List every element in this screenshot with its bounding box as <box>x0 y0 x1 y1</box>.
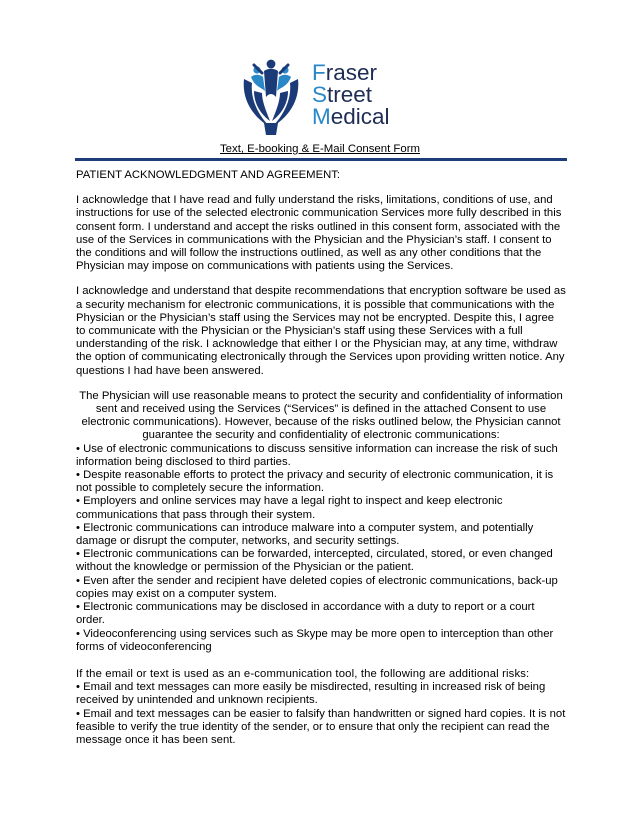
list-item: • Videoconferencing using services such as Skype may be more open to interception than other forms of videoconferencing <box>76 627 554 653</box>
clinic-name-initial: F <box>312 60 326 85</box>
email-risk-list <box>76 681 566 747</box>
title-divider <box>75 158 567 161</box>
list-item: • Electronic communications may be disclosed in accordance with a duty to report or a court order. <box>76 601 535 627</box>
clinic-name-initial: M <box>312 104 331 129</box>
clinic-name-word-2: treet <box>327 82 373 107</box>
list-item: • Employers and online services may have a legal right to inspect and keep electronic communications that pass through their system. <box>76 495 503 521</box>
clinic-name-word-1: raser <box>325 60 378 85</box>
list-item: • Electronic communications can be forwarded, intercepted, circulated, stored, or even changed without the knowledge or permission of the Physician or the patient. <box>76 548 553 574</box>
email-risks-intro: If the email or text is used as an e-communication tool, the following are additional risks: <box>76 667 530 680</box>
list-item: • Even after the sender and recipient have deleted copies of electronic communications, back-up copies may exist on a computer system. <box>76 574 558 600</box>
clinic-name <box>312 62 390 128</box>
consent-body <box>76 169 566 747</box>
section-heading: PATIENT ACKNOWLEDGMENT AND AGREEMENT: <box>76 169 341 181</box>
acknowledgment-paragraph-1: I acknowledge that I have read and fully understand the risks, limitations, conditions of use, and instructions for use of the selected electronic communication Services more fully described in this consent form. I understand and accept the risks outlined in this consent form, associated with the use of the Services in communications with the Physician and the Physician’s staff. I consent to the conditions and will follow the instructions outlined, as well as any other conditions that the Physician may impose on communications with patients using the Services. <box>76 194 562 273</box>
list-item: • Despite reasonable efforts to protect the privacy and security of electronic communication, it is not possible to completely secure the information. <box>76 469 554 495</box>
risk-intro-paragraph: The Physician will use reasonable means to protect the security and confidentiality of information sent and received using the Services (“Services” is defined in the attached Consent to use electronic communications). However, because of the risks outlined below, the Physician cannot guarantee the security and confidentiality of electronic communications: <box>79 389 563 442</box>
form-title: Text, E-booking & E-Mail Consent Form <box>219 143 421 155</box>
list-item: • Use of electronic communications to discuss sensitive information can increase the risk of such information being disclosed to third parties. <box>76 442 558 468</box>
list-item: • Electronic communications can introduce malware into a computer system, and potentially damage or disrupt the computer, networks, and security settings. <box>76 521 534 548</box>
acknowledgment-paragraph-2: I acknowledge and understand that despite recommendations that encryption software be used as a security mechanism for electronic communications, it is possible that communications with the Physician or the Physician’s staff using the Services may not be encrypted. Despite this, I agree to communicate with the Physician or the Physician’s staff using these Services with a full understanding of the risk. I acknowledge that either I or the Physician may, at any time, withdraw the option of communicating electronically through the Services upon providing written notice. Any questions I had have been answered. <box>76 285 566 377</box>
risk-list <box>76 443 566 654</box>
hands-people-logo-icon <box>240 57 302 137</box>
clinic-name-initial: S <box>312 82 328 107</box>
clinic-name-word-3: edical <box>330 104 390 129</box>
list-item: • Email and text messages can more easily be misdirected, resulting in increased risk of being received by unintended and unknown recipients. <box>76 681 546 707</box>
list-item: • Email and text messages can be easier to falsify than handwritten or signed hard copies. It is not feasible to verify the true identity of the sender, or to ensure that only the recipient can read the message once it has been sent. <box>76 707 566 746</box>
clinic-logo <box>240 57 410 137</box>
